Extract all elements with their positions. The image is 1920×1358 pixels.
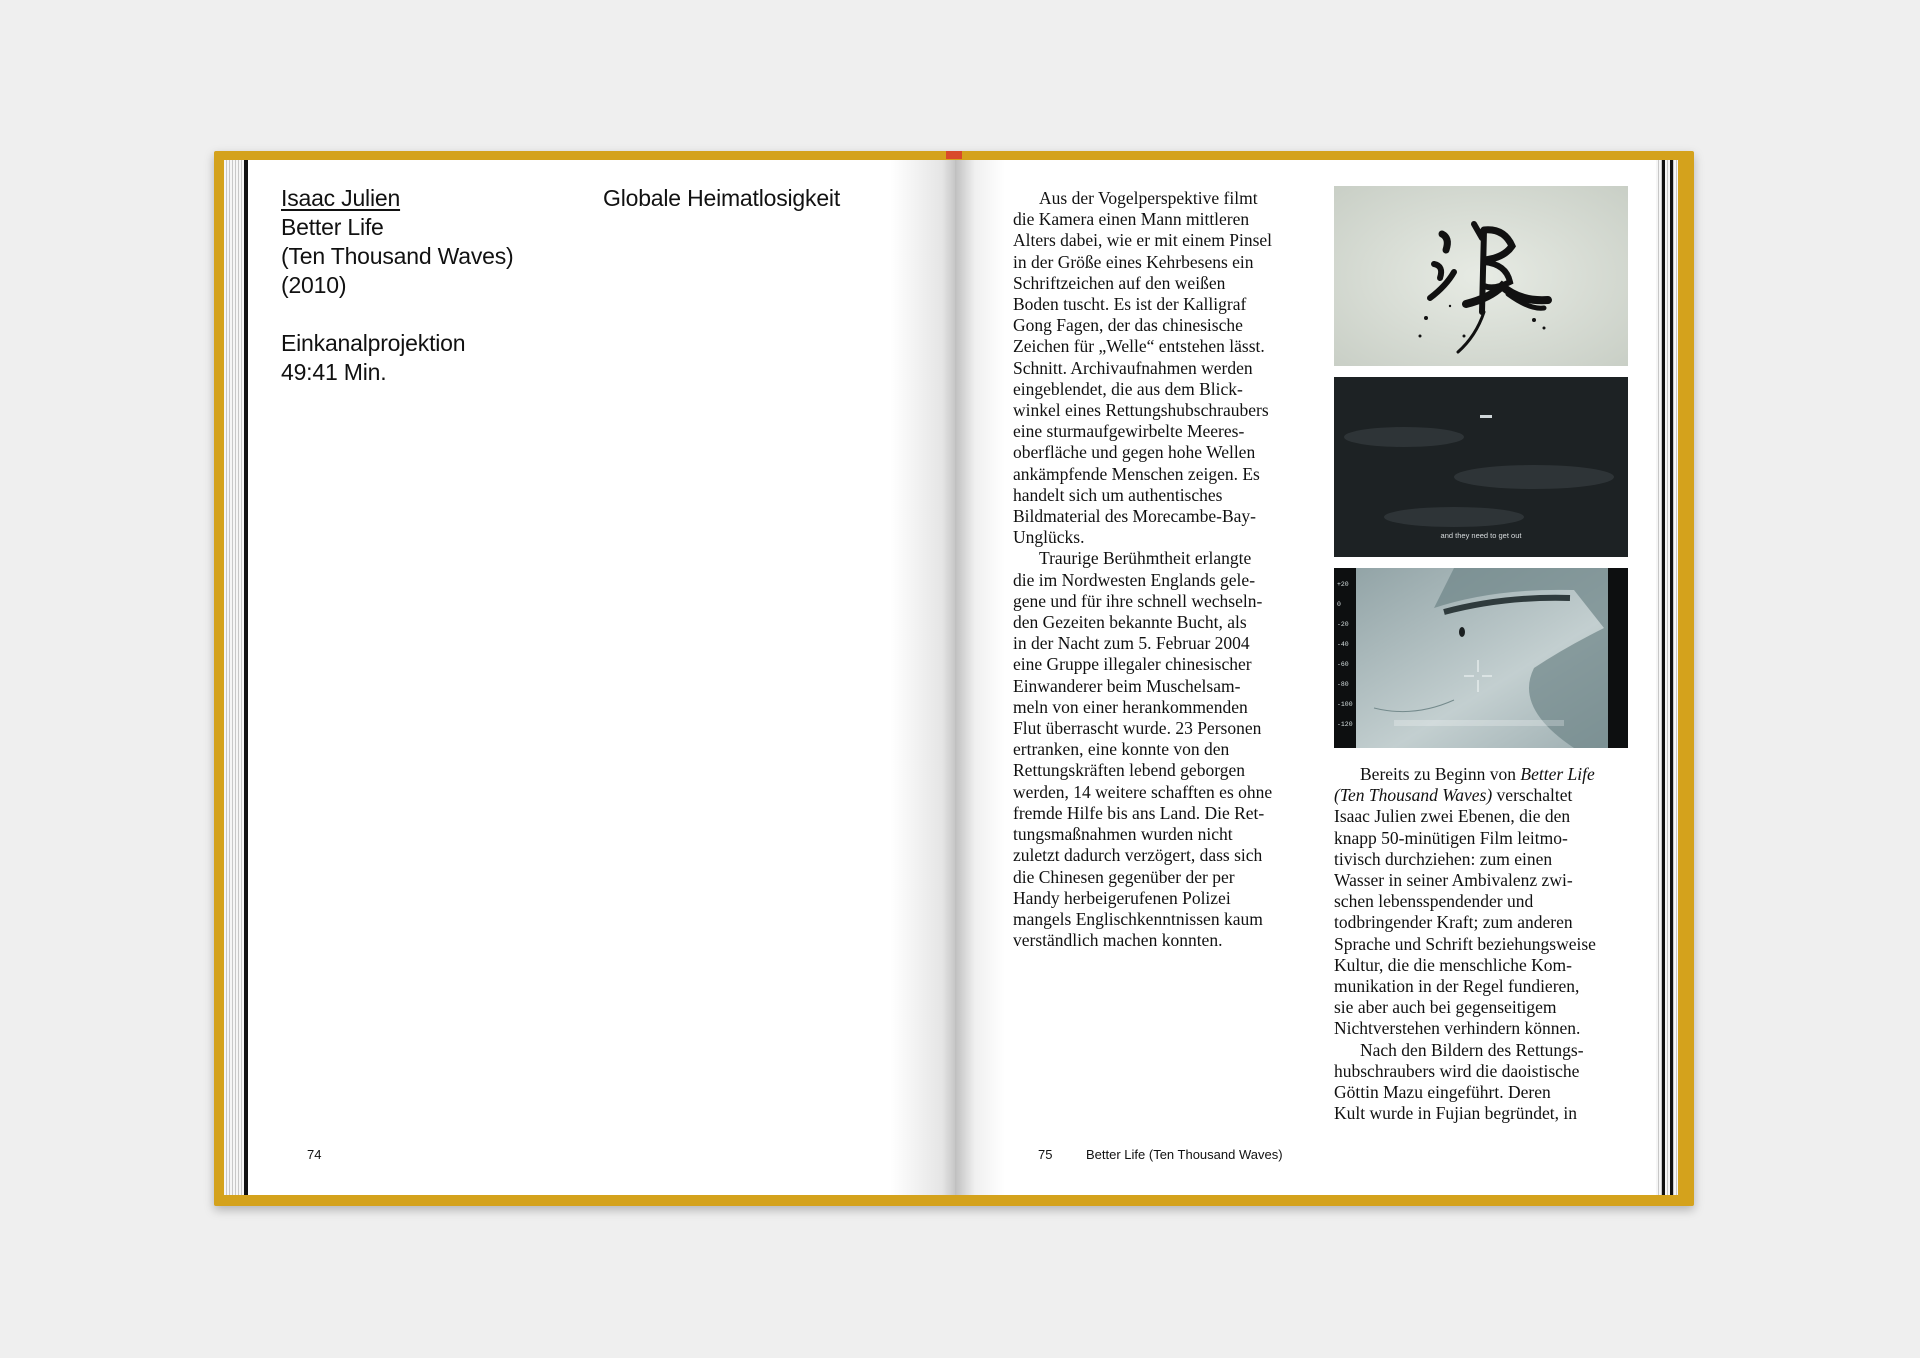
svg-text:-120: -120 — [1337, 721, 1353, 728]
work-title-line: Better Life — [281, 214, 384, 240]
film-subtitle: and they need to get out — [1440, 531, 1522, 540]
work-format: Einkanalprojektion — [281, 330, 466, 356]
svg-text:-80: -80 — [1337, 681, 1349, 688]
work-title-line: (Ten Thousand Waves) — [281, 243, 514, 269]
work-info — [281, 184, 514, 387]
right-page-edges — [1656, 160, 1678, 1195]
page-number-left: 74 — [307, 1147, 322, 1162]
running-title: Better Life (Ten Thousand Waves) — [1086, 1147, 1283, 1162]
gutter-shadow-right — [955, 160, 1005, 1195]
svg-text:-40: -40 — [1337, 641, 1349, 648]
artist-name: Isaac Julien — [281, 185, 401, 211]
gutter-shadow-left — [890, 160, 955, 1195]
body-text-column-2: Bereits zu Beginn von Better Life (Ten Thousand Waves) verschaltet Isaac Julien zwei Ebenen, die den knapp 50-minütigen Film leitmo- tivisch durchziehen: zum einen Wasser in seiner Ambivalenz zwi- schen lebensspendender und todbringender Kraft; zum anderen Sprache und Schrift beziehungsweise Kultur, die die menschliche Kom- munikation in der Regel fundieren, sie aber auch bei gegenseitigem Nichtverstehen verhindern können. Nach den Bildern des Rettungs- hubschraubers wird die daoistische Göttin Mazu eingeführt. Deren Kult wurde in Fujian begründet, in — [1334, 764, 1596, 1124]
page-number-right: 75 — [1038, 1147, 1053, 1162]
svg-text:-20: -20 — [1337, 621, 1349, 628]
spine-headband — [946, 151, 962, 159]
film-still-helicopter-thermal — [1334, 568, 1628, 748]
svg-text:-60: -60 — [1337, 661, 1349, 668]
film-still-calligraphy — [1334, 186, 1628, 366]
left-page-edges — [224, 160, 246, 1195]
work-year: (2010) — [281, 272, 347, 298]
svg-text:+20: +20 — [1337, 581, 1349, 588]
body-text-column-1: Aus der Vogelperspektive filmt die Kamera einen Mann mittleren Alters dabei, wie er mit einem Pinsel in der Größe eines Kehrbesens ein Schriftzeichen auf den weißen Boden tuscht. Es ist der Kalligraf Gong Fagen, der das chinesische Zeichen für „Welle“ entstehen lässt. Schnitt. Archivaufnahmen werden eingeblendet, die aus dem Blick- winkel eines Rettungshubschraubers eine sturmaufgewirbelte Meeres- oberfläche und gegen hohe Wellen ankämpfende Menschen zeigen. Es handelt sich um authentisches Bildmaterial des Morecambe-Bay- Unglücks. Traurige Berühmtheit erlangte die im Nordwesten Englands gele- gene und für ihre schnell wechseln- den Gezeiten bekannte Bucht, als in der Nacht zum 5. Februar 2004 eine Gruppe illegaler chinesischer Einwanderer beim Muschelsam- meln von einer herankommenden Flut überrascht wurde. 23 Personen ertranken, eine konnte von den Rettungskräften lebend geborgen werden, 14 weitere schafften es ohne fremde Hilfe bis ans Land. Die Ret- tungsmaßnahmen wurden nicht zuletzt dadurch verzögert, dass sich die Chinesen gegenüber der per Handy herbeigerufenen Polizei mangels Englischkenntnissen kaum verständlich machen konnten. — [1013, 188, 1273, 951]
work-duration: 49:41 Min. — [281, 359, 387, 385]
svg-text:-100: -100 — [1337, 701, 1353, 708]
film-still-night-sea — [1334, 377, 1628, 557]
section-title: Globale Heimatlosigkeit — [603, 185, 841, 211]
svg-text:0: 0 — [1337, 601, 1341, 608]
